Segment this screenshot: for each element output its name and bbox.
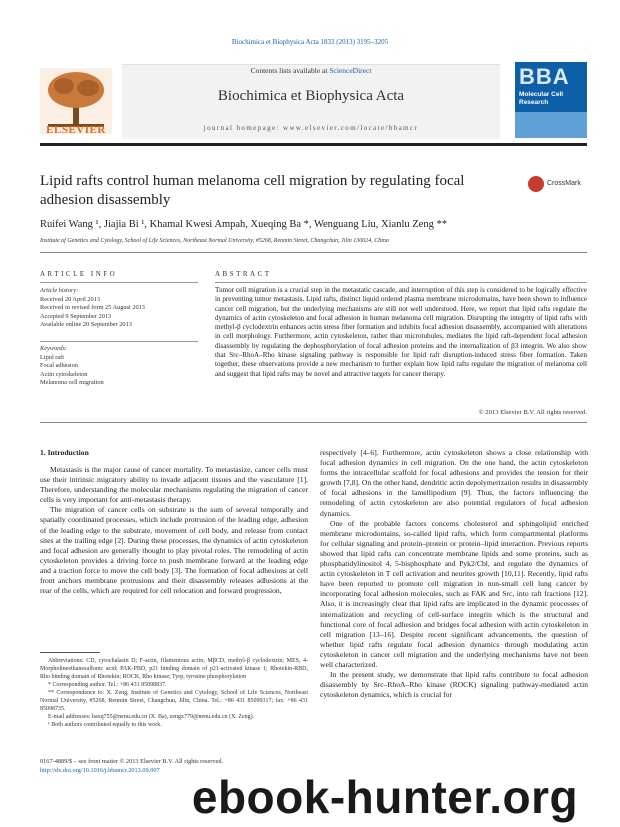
crossmark-button[interactable] <box>528 176 588 196</box>
body-column-right <box>320 448 588 700</box>
footnote[interactable]: E-mail addresses: baxq755@nenu.edu.cn (X. Ba), zengx779@nenu.edu.cn (X. Zeng). <box>48 714 255 720</box>
paragraph: In the present study, we demonstrate that lipid rafts contribute to focal adhesion disassembly by Src–RhoA–Rho kinase (ROCK) signaling pathway-mediated actin cytoskeleton dynamics, which is crucial for <box>320 670 588 700</box>
article-history <box>40 287 200 330</box>
paragraph: respectively [4–6]. Furthermore, actin cytoskeleton shows a close relationship with focal adhesion dynamics in cell migration. On the one hand, the actin cytoskeleton forms the intracellular scaffold for focal adhesions and provides the tension for their growth [7,8]. On the other hand, dendritic actin depolymerization results in disassembly of focal adhesions in the lamellipodium [9]. Thus, the factors influencing the remodeling of actin cytoskeleton are also potential regulators of focal adhesion dynamics. <box>320 448 588 518</box>
divider <box>40 252 587 253</box>
cover-subtitle-1: Molecular Cell <box>519 91 564 98</box>
history-item: Available online 20 September 2013 <box>40 321 132 328</box>
footnote: * Corresponding author. Tel.: +86 431 85098837. <box>48 682 167 688</box>
header-rule <box>40 143 587 146</box>
watermark <box>150 768 620 827</box>
divider <box>40 422 587 423</box>
homepage-prefix: journal homepage: <box>203 124 283 132</box>
cover-title: BBA <box>519 64 570 89</box>
paragraph: The migration of cancer cells on substrate is the sum of several temporally and spatially coordinated processes, which include protrusion of the leading edge, adhesion of the leading edge to the substrate, movement of cell body, and release from contact sites at the trailing edge [2]. During these processes, the dynamics of actin cytoskeleton and focal adhesion are generally thought to play pivotal roles. The remodeling of actin cytoskeleton provides a driving force to push membrane forward at the leading edge and a traction force to move the cell body [3]. The formation of focal adhesions at cell front anchors membrane protrusions and their disassembly releases adhesions at the rear of the cells, which are required for cell relocation and forward progression, <box>40 505 308 596</box>
abstract-text: Tumor cell migration is a crucial step in the metastatic cascade, and interruption of this step is considered to be logically effective in preventing tumor metastasis. Lipid rafts, distinct liquid ordered plasma membrane microdomains, have been shown to influence cancer cell migration, but the underlying mechanisms are still not well understood. Here, we report that lipid rafts regulate the dynamics of actin cytoskeleton and focal adhesion in human melanoma cell migration. Disrupting the integrity of lipid rafts with methyl-β cyclodextrin enhances actin stress fiber formation and inhibits focal adhesion disassembly, accompanied with alterations in cell morphology. Furthermore, actin cytoskeleton, rather than microtubules, mediates the lipid raft-dependent focal adhesion disassembly by regulating the dephosphorylation of focal adhesion proteins and the internalization of β3 integrin. We also show that Src–RhoA–Rho kinase signaling pathway is responsible for lipid raft disruption-induced stress fiber formation. Taken together, these observations provide a new mechanism to further explain how lipid rafts regulate the migration of melanoma cell and suggest that lipid rafts may be novel and attractive targets for cancer therapy. <box>215 286 587 378</box>
journal-title: Biochimica et Biophysica Acta <box>217 88 405 104</box>
keywords <box>40 345 200 388</box>
publisher-wordmark: ELSEVIER <box>46 124 106 136</box>
keywords-label: Keywords: <box>40 345 68 352</box>
history-item: Received 20 April 2013 <box>40 295 100 303</box>
crossmark-label: CrossMark <box>547 180 581 187</box>
footnotes <box>40 657 308 729</box>
history-item: Received in revised form 25 August 2013 <box>40 304 145 311</box>
keyword: Lipid raft <box>40 353 64 361</box>
paragraph: One of the probable factors concerns cholesterol and sphingolipid enriched membrane microdomains, so-called lipid rafts, which form compartmental platforms for cellular signaling and protein–protein or protein–lipid interaction. Previous reports showed that lipid rafts can concentrate membrane lipids and some proteins, such as phosphatidylinositol 4, 5-bisphosphate and Pyk2/Cbl, and regulate the dynamics of actin cytoskeleton in T cell activation and neurites growth [10,11]. Recently, lipid rafts have been reported to promote cell migration in non-small cell lung cancer by incorporating focal adhesion molecules, such as FAK and Src, into raft fractions [12]. Also, it is increasingly clear that lipid rafts are implicated in the dynamic processes of internalization and recycling of cell-surface integrin which is the structural and functional core of focal adhesion and bridges focal adhesion with actin cytoskeleton in cell migration [13–16]. Despite recent significant advancements, the question of whether lipid rafts regulate focal adhesion dynamics through modulating actin cytoskeleton in cancer cell migration and the underlying mechanisms have not been well characterized. <box>320 518 588 669</box>
divider <box>40 341 198 342</box>
issn-line: 0167-4889/$ – see front matter © 2013 Elsevier B.V. All rights reserved. <box>40 758 224 765</box>
history-label: Article history: <box>40 287 79 294</box>
contents-line <box>122 66 500 75</box>
divider <box>215 282 587 283</box>
keyword: Focal adhesion <box>40 362 78 369</box>
crossmark-icon <box>528 176 544 192</box>
affiliation: Institute of Genetics and Cytology, School of Life Sciences, Northeast Normal University, #5268, Renmin Street, Changchun, Jilin 130024, China <box>40 238 389 244</box>
abstract-heading: ABSTRACT <box>215 270 272 278</box>
history-item: Accepted 9 September 2013 <box>40 312 112 320</box>
cover-stripe <box>515 112 587 138</box>
sciencedirect-link[interactable]: ScienceDirect <box>329 66 372 75</box>
cover-subtitle-2: Research <box>519 99 549 106</box>
divider <box>40 282 198 283</box>
homepage-link[interactable]: www.elsevier.com/locate/bbamcr <box>283 124 419 132</box>
journal-cover-thumbnail[interactable] <box>515 62 587 138</box>
doi-link[interactable]: http://dx.doi.org/10.1016/j.bbamcr.2013.09.007 <box>40 767 160 774</box>
watermark-text: ebook-hunter.org <box>191 771 579 823</box>
journal-citation[interactable]: Biochimica et Biophysica Acta 1833 (2013) 3195–3205 <box>231 38 389 46</box>
article-info-heading: ARTICLE INFO <box>40 270 118 278</box>
keyword: Actin cytoskeleton <box>40 370 88 378</box>
paragraph: Metastasis is the major cause of cancer mortality. To metastasize, cancer cells must use their intrinsic migratory ability to invade adjacent tissues and the vasculature [1]. Therefore, understanding the molecular mechanisms regulating the migration of cancer cells is very important for anti-metastasis therapy. <box>40 465 308 505</box>
keyword: Melanoma cell migration <box>40 379 104 386</box>
footnote: ¹ Both authors contributed equally to this work. <box>48 722 162 728</box>
footnote: Abbreviations: CD, cytochalasin D; F-actin, filamentous actin; MβCD, methyl-β cyclodextrin; MES, 4-Morpholineethanesulfonic acid; PAK-PBD, p21 binding domain of p21-activated kinase 1; Rhotekin-RBD, Rho binding domain of Rhotekin; ROCK, Rho kinase; Tyrp, tyrosine phosphorylation <box>40 658 308 680</box>
footnote: ** Correspondence to: X. Zeng, Institute of Genetics and Cytology, School of Life Sciences, Northeast Normal University, #5268, Renmin Street, Changchun, Jilin, China. Tel.: +86 431 85099317; fax: +86 431 85098735. <box>40 690 308 712</box>
copyright-line: © 2013 Elsevier B.V. All rights reserved. <box>478 409 587 416</box>
footnote-rule <box>40 652 100 653</box>
body-column-left <box>40 465 308 596</box>
author-list: Ruifei Wang ¹, Jiajia Bi ¹, Khamal Kwesi Ampah, Xueqing Ba *, Wenguang Liu, Xianlu Zeng ** <box>40 219 447 230</box>
contents-prefix: Contents lists available at <box>250 66 330 75</box>
section-heading: 1. Introduction <box>40 448 89 457</box>
journal-homepage-line <box>122 124 500 132</box>
article-title: Lipid rafts control human melanoma cell migration by regulating focal adhesion disassembly <box>40 173 465 208</box>
